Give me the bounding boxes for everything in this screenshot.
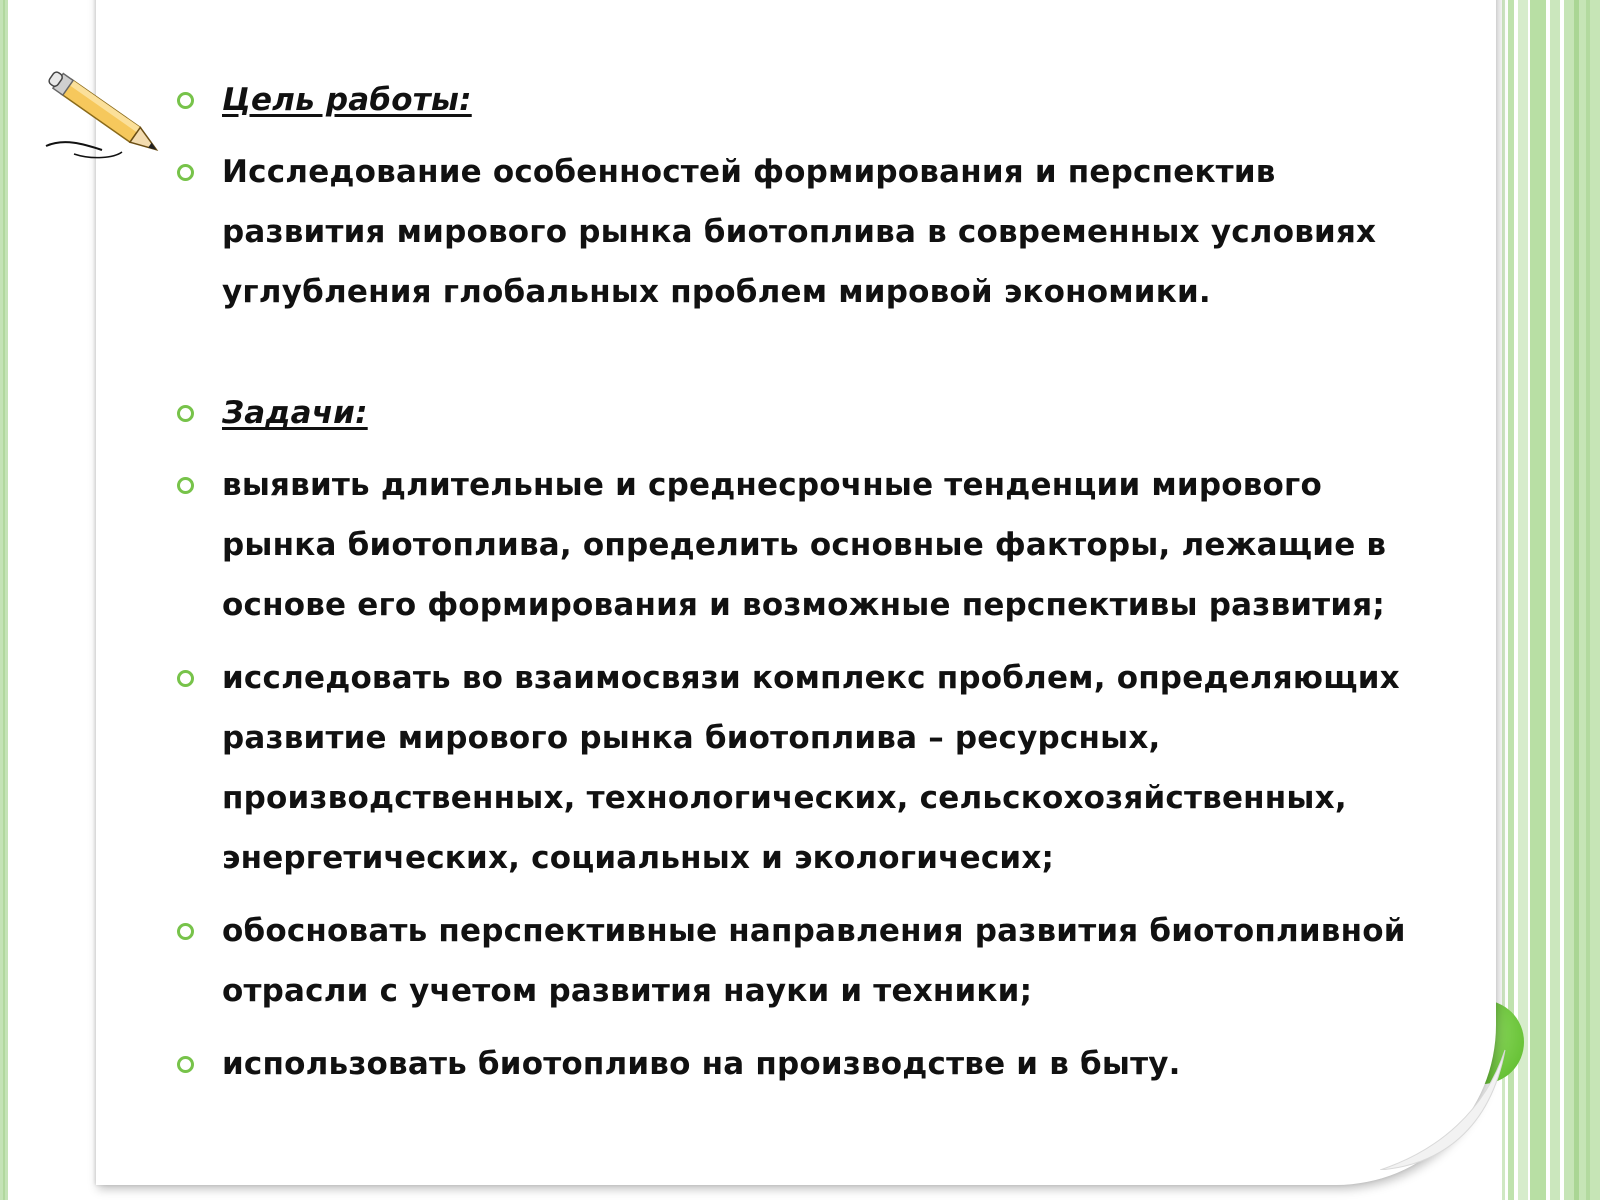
- task-item: обосновать перспективные направления развития биотопливной отрасли с учетом развития науки и техники;: [222, 913, 1406, 1009]
- bullet-icon: [177, 405, 194, 422]
- goal-heading: Цель работы:: [222, 82, 472, 118]
- bullet-icon: [177, 164, 194, 181]
- task-item: выявить длительные и среднесрочные тенденции мирового рынка биотоплива, определить основные факторы, лежащие в основе его формирования и возможные перспективы развития;: [222, 467, 1387, 623]
- bullet-icon: [177, 923, 194, 940]
- goal-text: Исследование особенностей формирования и перспектив развития мирового рынка биотоплива в современных условиях углубления глобальных проблем мировой экономики.: [222, 154, 1377, 310]
- bullet-icon: [177, 1056, 194, 1073]
- bullet-icon: [177, 670, 194, 687]
- task-item: использовать биотопливо на производстве и в быту.: [222, 1046, 1181, 1082]
- bullet-icon: [177, 92, 194, 109]
- tasks-heading: Задачи:: [222, 395, 368, 431]
- bullet-icon: [177, 477, 194, 494]
- task-item: исследовать во взаимосвязи комплекс проблем, определяющих развитие мирового рынка биотоплива – ресурсных, производственных, технологических, сельскохозяйственных, энергетических, социальных и экологичесих;: [222, 660, 1400, 876]
